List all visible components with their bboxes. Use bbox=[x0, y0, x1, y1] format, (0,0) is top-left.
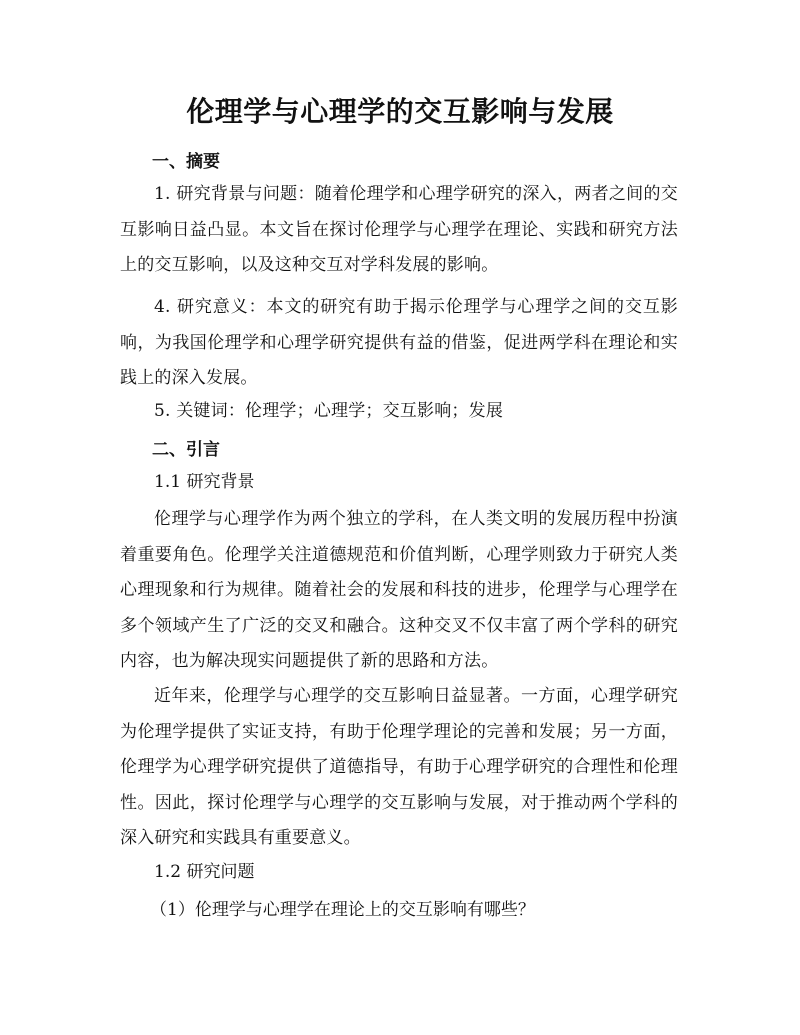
section-heading-abstract: 一、摘要 bbox=[152, 152, 220, 172]
abstract-item-1: 1. 研究背景与问题：随着伦理学和心理学研究的深入，两者之间的交互影响日益凸显。本文旨在探讨伦理学与心理学在理论、实践和研究方法上的交互影响，以及这种交互对学科发展的影响。 bbox=[120, 184, 678, 275]
intro-paragraph-1: 伦理学与心理学作为两个独立的学科，在人类文明的发展历程中扮演着重要角色。伦理学关注道德规范和价值判断，心理学则致力于研究人类心理现象和行为规律。随着社会的发展和科技的进步，伦理学与心理学在多个领域产生了广泛的交叉和融合。这种交叉不仅丰富了两个学科的研究内容，也为解决现实问题提供了新的思路和方法。 bbox=[120, 509, 678, 671]
abstract-item-5: 5. 关键词：伦理学；心理学；交互影响；发展 bbox=[154, 401, 504, 421]
subsection-1-1: 1.1 研究背景 bbox=[154, 472, 255, 492]
subsection-1-2: 1.2 研究问题 bbox=[154, 862, 255, 882]
research-question-1: （1）伦理学与心理学在理论上的交互影响有哪些？ bbox=[150, 900, 535, 920]
document-title: 伦理学与心理学的交互影响与发展 bbox=[186, 95, 614, 128]
intro-paragraph-2: 近年来，伦理学与心理学的交互影响日益显著。一方面，心理学研究为伦理学提供了实证支持，有助于伦理学理论的完善和发展；另一方面，伦理学为心理学研究提供了道德指导，有助于心理学研究的合理性和伦理性。因此，探讨伦理学与心理学的交互影响与发展，对于推动两个学科的深入研究和实践具有重要意义。 bbox=[120, 686, 678, 848]
abstract-item-4: 4. 研究意义：本文的研究有助于揭示伦理学与心理学之间的交互影响，为我国伦理学和心理学研究提供有益的借鉴，促进两学科在理论和实践上的深入发展。 bbox=[120, 297, 678, 388]
section-heading-intro: 二、引言 bbox=[152, 440, 220, 460]
